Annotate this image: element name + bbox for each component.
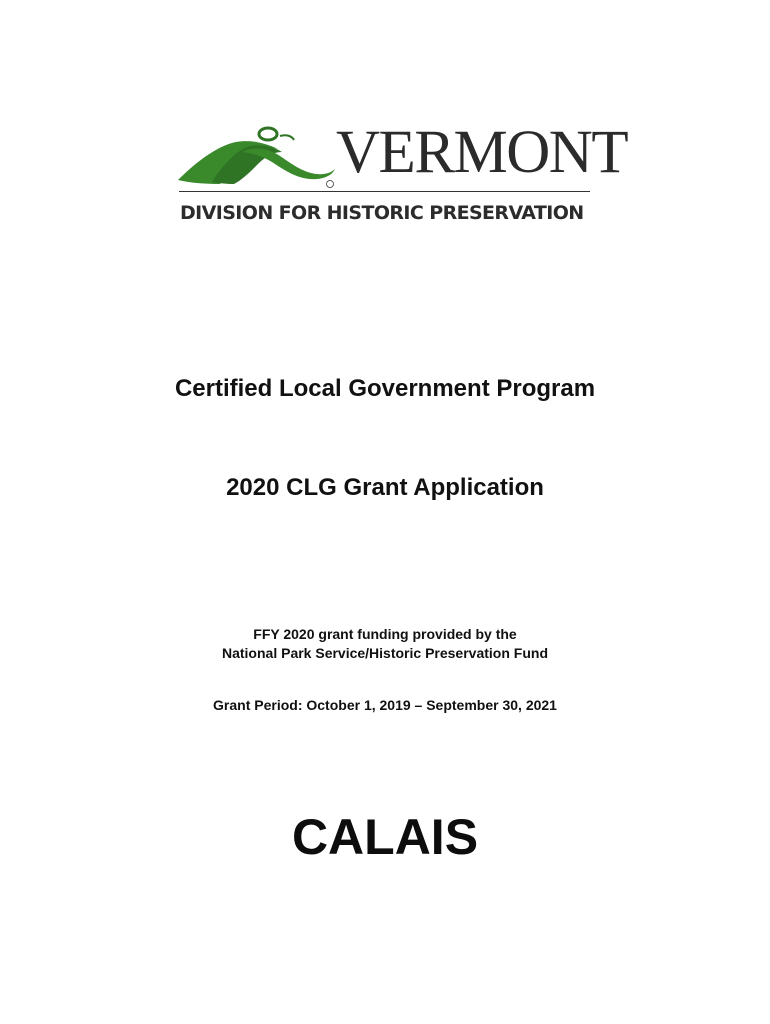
applicant-name: CALAIS xyxy=(291,809,479,865)
vermont-dhp-logo xyxy=(176,118,628,230)
page-title: Certified Local Government Program xyxy=(174,375,596,402)
logo-wordmark: VERMONT xyxy=(336,119,628,186)
document-subtitle: 2020 CLG Grant Application xyxy=(226,474,544,501)
grant-period: Grant Period: October 1, 2019 – September 30, 2021 xyxy=(213,697,557,713)
funding-line-2: National Park Service/Historic Preservation Fund xyxy=(221,645,548,661)
mountain-and-sun-logo-icon xyxy=(176,122,336,196)
funding-line-1: FFY 2020 grant funding provided by the xyxy=(253,626,517,642)
logo-division-name: DIVISION FOR HISTORIC PRESERVATION xyxy=(180,202,584,224)
logo-divider xyxy=(179,191,590,192)
